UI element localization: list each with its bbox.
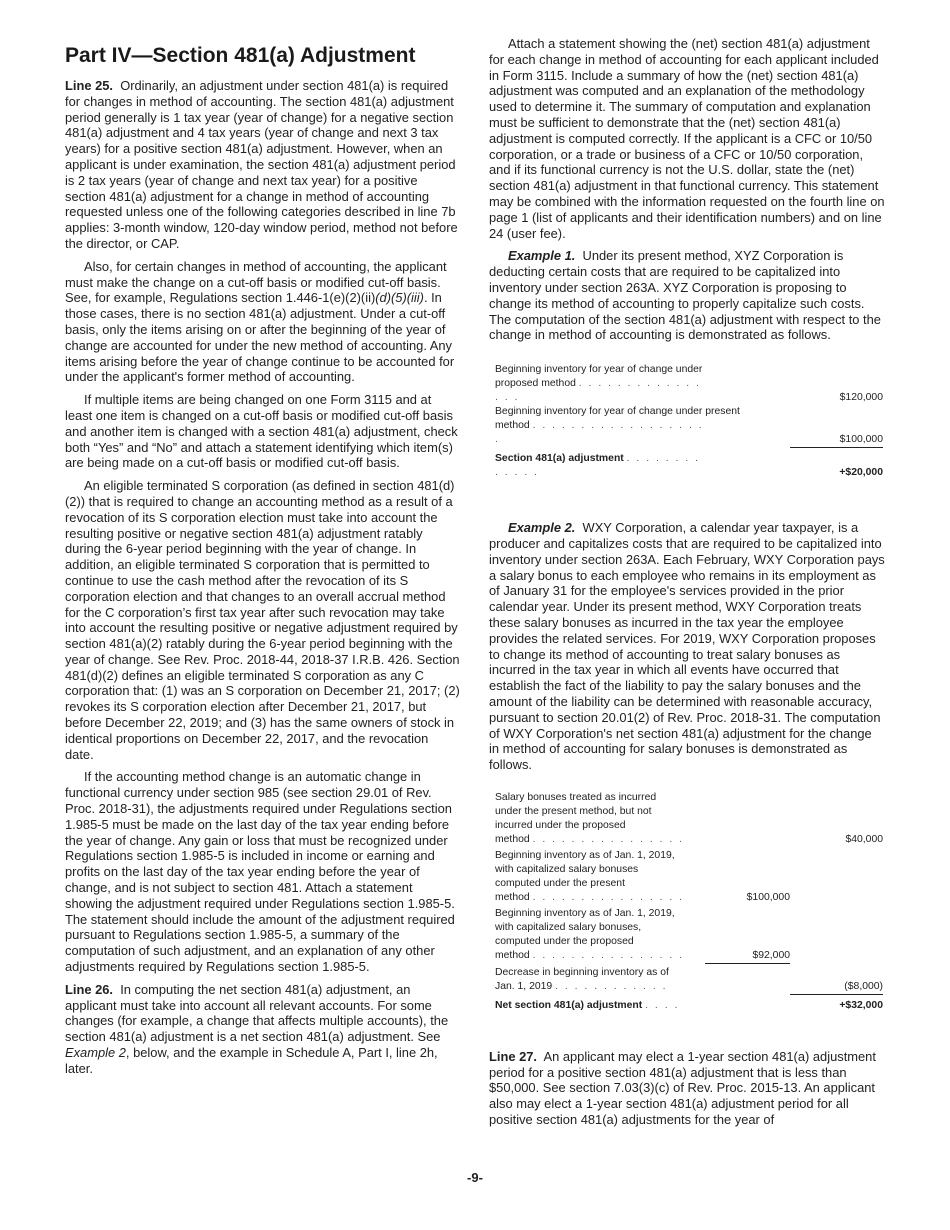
- table-row: method . . . . . . . . . . . . . . . . $40,000: [495, 833, 883, 845]
- example-2-text: WXY Corporation, a calendar year taxpayer, is a producer and capitalizes costs that are required to be capitalized into inventory under section 263A. Each February, WXY Corporation pays a salary bonus to each employee who remains in its employment as of January 31 for the employee's services provided in the prior calendar year. Under its present method, WXY Corporation treats these salary bonuses as incurred in the tax year the employee provides the related services. For 2019, WXY Corporation proposes to change its method of accounting to treat salary bonuses as incurred in the tax year in which all events have occurred that establish the fact of the liability to pay the salary bonuses and the amount of the liability can be determined with reasonable accuracy, pursuant to section 20.01(2) of Rev. Proc. 2018-31. The computation of WXY Corporation's net section 481(a) adjustment for the change in method of accounting for salary bonuses is demonstrated as follows.: [489, 520, 885, 773]
- example-2-label: Example 2.: [508, 520, 576, 536]
- cut-off-citation: (d)(5)(iii): [375, 290, 424, 306]
- row-label: Section 481(a) adjustment: [495, 453, 624, 465]
- table-row: Net section 481(a) adjustment . . . . +$32,000: [495, 994, 883, 1013]
- table-row: method . . . . . . . . . . . . . . . . $100,000: [495, 891, 790, 903]
- row-value: $40,000: [845, 833, 883, 845]
- row-label: Beginning inventory as of Jan. 1, 2019,: [495, 849, 675, 861]
- table-row: [495, 921, 883, 935]
- table-row: Jan. 1, 2019 . . . . . . . . . . . . ($8,000): [495, 980, 883, 993]
- row-value: $92,000: [705, 949, 790, 964]
- table-row: [495, 847, 883, 863]
- functional-currency-paragraph: If the accounting method change is an automatic change in functional currency under section 985 (see section 29.01 of Rev. Proc. 2018-31), the adjustments required under Regulations section 1.985-5 must be made on the last day of the tax year ending before the year of change. Any gain or loss that must be recognized under Regulations section 1.985-5 is included in income or earning and profits on the last day of the tax year ending before the year of change, and is not subject to section 481. Attach a statement showing the adjustment required under Regulations section 1.985-5. The statement should include the amount of the adjustment required pursuant to Regulations section 1.985-5, a summary of the computation of such adjustment, and an explanation of any other adjustments required by Regulations section 1.985-5.: [65, 769, 455, 975]
- table-row: [495, 863, 883, 877]
- line-27-text: An applicant may elect a 1-year section 481(a) adjustment period for a positive section 481(a) adjustment that is less than $50,000. See section 7.03(3)(c) of Rev. Proc. 2015-13. An applicant also may elect a 1-year section 481(a) adjustment period for all positive section 481(a) adjustments for the year of: [489, 1048, 876, 1128]
- row-label: with capitalized salary bonuses: [495, 863, 639, 875]
- row-label: with capitalized salary bonuses,: [495, 921, 642, 933]
- row-value: +$32,000: [839, 999, 883, 1011]
- line-25-paragraph: [65, 78, 460, 252]
- line-26-label: Line 26.: [65, 981, 114, 997]
- row-label: Decrease in beginning inventory as of: [495, 966, 669, 978]
- table-row: method . . . . . . . . . . . . . . . . $92,000: [495, 949, 790, 962]
- table-row: method . . . . . . . . . . . . . . . . . . . $100,000: [495, 420, 883, 446]
- table-row: [495, 405, 883, 419]
- table-row: [495, 363, 883, 377]
- row-label: method: [495, 420, 530, 432]
- left-column: [65, 36, 460, 1084]
- table-row: proposed method . . . . . . . . . . . . . . . . $120,000: [495, 378, 883, 404]
- row-label: Beginning inventory for year of change under present: [495, 406, 740, 418]
- table-row: [495, 805, 883, 819]
- example-1-label: Example 1.: [508, 248, 576, 264]
- cut-off-text-b: . In those cases, there is no section 481(a) adjustment. Under a cut-off basis, only the items arising on or after the beginning of the year of change are accounted for under the new method of accounting. Any items arising before the year of change continue to be accounted for under the applicant's former method of accounting.: [65, 290, 455, 385]
- row-value: $120,000: [839, 392, 883, 404]
- s-corporation-paragraph: An eligible terminated S corporation (as defined in section 481(d)(2)) that is required to change an accounting method as a result of a revocation of its S corporation election must take into account the resulting positive or negative section 481(a) adjustment ratably during the 6-year period beginning with the year of change. In addition, an eligible terminated S corporation that is permitted to continue to use the cash method after the revocation of its S corporation election and that changes to an overall accrual method for the C corporation’s first tax year after such revocation may take into account the resulting positive or negative adjustment required by section 481(a)(2) ratably during the 6-year period beginning with the year of change. See Rev. Proc. 2018-44, 2018-37 I.R.B. 426. Section 481(d)(2) defines an eligible terminated S corporation as any C corporation that: (1) was an S corporation on December 21, 2017; (2) revokes its S corporation election after December 21, 2017, but before December 22, 2019; and (3) has the same owners of stock in identical proportions on December 22, 2017, and the revocation date.: [65, 478, 460, 762]
- row-label: under the present method, but not: [495, 805, 652, 817]
- example-2-table: [495, 791, 883, 1013]
- line-25-text: Ordinarily, an adjustment under section 481(a) is required for changes in method of accounting. The section 481(a) adjustment period generally is 1 tax year (year of change) for a negative section 481(a) adjustment and 4 tax years (year of change and next 3 tax years) for a positive section 481(a) adjustment. However, when an applicant is under examination, the section 481(a) adjustment period is 2 tax years (year of change and next tax year) for a positive section 481(a) adjustment for a change in method of accounting requested unless one of the following categories described in line 7b applies: 3-month window, 120-day window period, method not before the director, or CAP.: [65, 78, 458, 251]
- table-row: [495, 791, 883, 805]
- table-row: [495, 963, 883, 980]
- line-27-label: Line 27.: [489, 1048, 538, 1064]
- row-label: method: [495, 833, 530, 845]
- right-column: [489, 36, 885, 1135]
- section-heading: Part IV—Section 481(a) Adjustment: [65, 44, 416, 67]
- table-row: [495, 877, 883, 891]
- row-label: Salary bonuses treated as incurred: [495, 791, 657, 803]
- row-label: Net section 481(a) adjustment: [495, 999, 643, 1011]
- line-26-example-ref: Example 2: [65, 1045, 126, 1061]
- multiple-items-paragraph: If multiple items are being changed on one Form 3115 and at least one item is changed on a cut-off basis or modified cut-off basis and another item is changed with a section 481(a) adjustment, check both “Yes” and “No” and attach a statement identifying which item(s) are being made on a cut-off basis or modified cut-off basis.: [65, 392, 458, 471]
- table-row: Section 481(a) adjustment . . . . . . . . . . . . . +$20,000: [495, 447, 883, 480]
- row-value: $100,000: [746, 891, 790, 903]
- row-label: method: [495, 950, 530, 962]
- row-label: Beginning inventory for year of change under: [495, 364, 703, 376]
- line-26-text-b: , below, and the example in Schedule A, Part I, line 2h, later.: [65, 1045, 438, 1076]
- example-1-text: Under its present method, XYZ Corporation is deducting certain costs that are required to be capitalized into inventory under section 263A. XYZ Corporation is proposing to change its method of accounting to properly capitalize such costs. The computation of the section 481(a) adjustment with respect to the change in method of accounting is demonstrated as follows.: [489, 248, 881, 343]
- row-label: computed under the present: [495, 877, 625, 889]
- cut-off-text-a: Also, for certain changes in method of accounting, the applicant must make the change on a cut-off basis or modified cut-off basis. See, for example, Regulations section 1.446-1(e)(2)(ii): [65, 258, 447, 306]
- cut-off-paragraph: [65, 259, 460, 385]
- row-label: Jan. 1, 2019: [495, 981, 553, 993]
- line-26-text-a: In computing the net section 481(a) adjustment, an applicant must take into account all relevant accounts. For some changes (for example, a change that affects multiple accounts), the section 481(a) adjustment is a net section 481(a) adjustment. See: [65, 981, 449, 1045]
- row-label: computed under the proposed: [495, 935, 634, 947]
- statement-paragraph: Attach a statement showing the (net) section 481(a) adjustment for each change in method of accounting for each applicant included in Form 3115. Include a summary of how the (net) section 481(a) adjustment was computed and an explanation of the methodology used to determine it. The summary of computation and explanation must be sufficient to demonstrate that the (net) section 481(a) adjustment is computed correctly. If the applicant is a CFC or 10/50 corporation, or a trade or business of a CFC or 10/50 corporation, and if its functional currency is not the U.S. dollar, state the (net) section 481(a) adjustment in that functional currency. This statement may be combined with the information requested on the fourth line on page 1 (list of applicants and their identification numbers) and on line 24 (user fee).: [489, 36, 885, 241]
- row-value: $100,000: [790, 419, 883, 447]
- line-27-paragraph: [489, 1049, 885, 1128]
- line-26-paragraph: [65, 982, 460, 1077]
- line-25-label: Line 25.: [65, 78, 114, 93]
- table-row: [495, 819, 883, 833]
- table-row: [495, 935, 883, 949]
- row-label: Beginning inventory as of Jan. 1, 2019,: [495, 907, 675, 919]
- row-label: incurred under the proposed: [495, 819, 626, 831]
- row-label: method: [495, 891, 530, 903]
- table-row: [495, 905, 883, 921]
- page-number: -9-: [467, 1170, 483, 1185]
- example-1-paragraph: [489, 248, 885, 343]
- example-2-paragraph: [489, 520, 885, 773]
- row-value: +$20,000: [839, 467, 883, 479]
- example-1-table: [495, 363, 883, 480]
- row-value: ($8,000): [790, 980, 883, 995]
- row-label: proposed method: [495, 378, 576, 390]
